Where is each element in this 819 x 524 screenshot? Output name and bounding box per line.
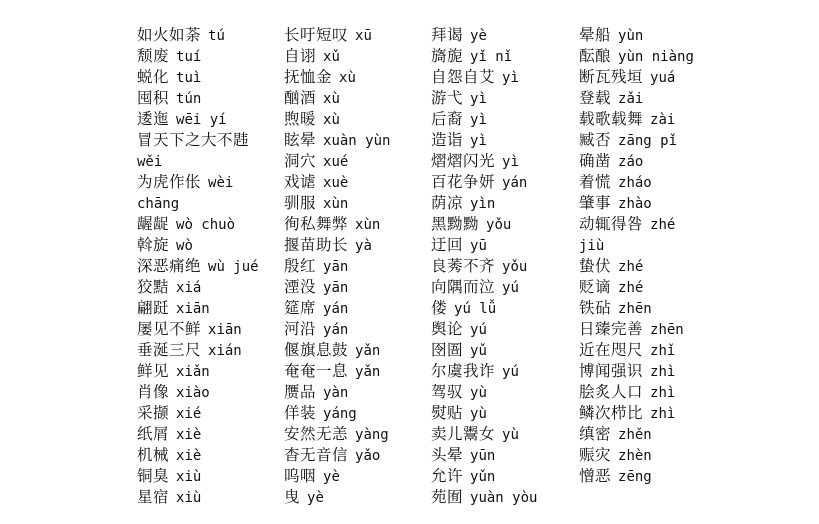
vocab-entry: [137, 130, 259, 151]
vocab-pinyin: yì: [470, 91, 487, 107]
vocab-pinyin: yù: [502, 427, 519, 443]
word-column-3: [431, 25, 537, 508]
vocab-entry: [137, 46, 259, 67]
vocab-entry: [431, 382, 537, 403]
vocab-word: 酝酿: [579, 47, 612, 65]
vocab-pinyin: zhào: [618, 196, 652, 212]
vocab-pinyin: yè: [307, 490, 324, 506]
vocab-entry: [579, 403, 694, 424]
vocab-entry: [579, 193, 694, 214]
vocab-word: 筵席: [284, 299, 317, 317]
vocab-word: 机械: [137, 446, 170, 464]
vocab-word: 星宿: [137, 488, 170, 506]
vocab-pinyin: xián: [208, 343, 242, 359]
vocab-entry: [579, 319, 694, 340]
vocab-entry: [137, 403, 259, 424]
vocab-pinyin: xuàn yùn: [323, 133, 391, 149]
vocab-entry: [431, 172, 537, 193]
vocab-word: 近在咫尺: [579, 341, 644, 359]
vocab-pinyin: yǔn: [470, 469, 496, 485]
vocab-entry: [579, 88, 694, 109]
vocab-pinyin: yú: [502, 364, 519, 380]
vocab-pinyin: yūn: [470, 448, 496, 464]
vocab-pinyin: yàn: [323, 385, 349, 401]
vocab-entry: [579, 298, 694, 319]
vocab-pinyin: yè: [323, 469, 340, 485]
vocab-word: 为虎作伥: [137, 173, 202, 191]
vocab-word: 深恶痛绝: [137, 257, 202, 275]
vocab-word: 抚恤金: [284, 68, 333, 86]
vocab-entry: [284, 298, 390, 319]
vocab-word: 黑黝黝: [431, 215, 480, 233]
vocab-entry: [579, 214, 694, 235]
vocab-entry: [137, 151, 259, 172]
vocab-word: 长吁短叹: [284, 26, 349, 44]
vocab-pinyin: yú lǚ: [454, 301, 497, 317]
vocab-entry: [137, 172, 259, 193]
vocab-entry: [579, 277, 694, 298]
vocab-pinyin: yǎn: [355, 343, 381, 359]
vocab-word: 良莠不齐: [431, 257, 496, 275]
vocab-entry: [431, 319, 537, 340]
vocab-word: 冒天下之大不韪: [137, 131, 250, 149]
vocab-word: 垂涎三尺: [137, 341, 202, 359]
vocab-entry: [284, 109, 390, 130]
vocab-entry: [137, 67, 259, 88]
vocab-word: 奄奄一息: [284, 362, 349, 380]
vocab-pinyin: yú: [502, 280, 519, 296]
vocab-pinyin: zhěn: [618, 427, 652, 443]
vocab-word: 徇私舞弊: [284, 215, 349, 233]
vocab-word: 拜谒: [431, 26, 464, 44]
vocab-word: 尔虞我诈: [431, 362, 496, 380]
vocab-word: 头晕: [431, 446, 464, 464]
vocab-word: 鳞次栉比: [579, 404, 644, 422]
vocab-pinyin: xū: [355, 28, 372, 44]
vocab-pinyin: zhé: [650, 217, 676, 233]
vocab-entry: [284, 487, 390, 508]
vocab-entry: [579, 67, 694, 88]
vocab-word: 着慌: [579, 173, 612, 191]
vocab-entry: [431, 235, 537, 256]
vocab-entry: [431, 361, 537, 382]
vocab-entry: [579, 340, 694, 361]
word-column-2: [284, 25, 390, 508]
vocab-word: 河沿: [284, 320, 317, 338]
vocab-word: 缜密: [579, 425, 612, 443]
vocab-word: 洞穴: [284, 152, 317, 170]
vocab-pinyin: yǒu: [486, 217, 512, 233]
vocab-entry: [284, 130, 390, 151]
vocab-pinyin: xǔ: [323, 49, 340, 65]
vocab-pinyin: yáng: [323, 406, 357, 422]
vocab-pinyin: zhì: [650, 406, 676, 422]
vocab-word: 驯服: [284, 194, 317, 212]
vocab-entry: [137, 361, 259, 382]
vocab-word: 驾驭: [431, 383, 464, 401]
vocab-word: 佯装: [284, 404, 317, 422]
vocab-word: 酗酒: [284, 89, 317, 107]
vocab-entry: [431, 424, 537, 445]
vocab-pinyin: zhèn: [618, 448, 652, 464]
vocab-pinyin: xiǎn: [176, 364, 210, 380]
vocab-word: 蜕化: [137, 68, 170, 86]
vocab-word: 贬谪: [579, 278, 612, 296]
vocab-entry: [579, 151, 694, 172]
vocab-pinyin: yū: [470, 238, 487, 254]
vocab-entry: [579, 25, 694, 46]
vocab-entry: [579, 109, 694, 130]
vocab-entry: [431, 298, 537, 319]
vocab-pinyin: yán: [323, 301, 349, 317]
vocab-word: 殷红: [284, 257, 317, 275]
vocab-word: 安然无恙: [284, 425, 349, 443]
vocab-pinyin: yì: [470, 133, 487, 149]
vocab-entry: [137, 25, 259, 46]
vocab-word: 憎恶: [579, 467, 612, 485]
vocab-pinyin: yì: [502, 154, 519, 170]
vocab-entry: [284, 340, 390, 361]
vocab-word: 湮没: [284, 278, 317, 296]
vocab-pinyin: xiù: [176, 469, 202, 485]
vocab-entry: [137, 214, 259, 235]
vocab-pinyin: yán: [323, 322, 349, 338]
vocab-word: 卖儿鬻女: [431, 425, 496, 443]
vocab-pinyin: yè: [470, 28, 487, 44]
vocab-entry: [284, 88, 390, 109]
vocab-word: 赝品: [284, 383, 317, 401]
vocab-entry: [284, 445, 390, 466]
vocab-pinyin: zhǐ: [650, 343, 676, 359]
vocab-pinyin: yùn niàng: [618, 49, 694, 65]
vocab-entry: [137, 445, 259, 466]
vocab-word: 动辄得咎: [579, 215, 644, 233]
vocab-entry: [431, 130, 537, 151]
vocab-entry: [579, 445, 694, 466]
vocab-word: 晕船: [579, 26, 612, 44]
vocab-entry: [284, 361, 390, 382]
vocab-word: 囹圄: [431, 341, 464, 359]
vocab-pinyin: yān: [323, 280, 349, 296]
vocab-word: 登载: [579, 89, 612, 107]
vocab-pinyin: xù: [339, 70, 356, 86]
vocab-word: 揠苗助长: [284, 236, 349, 254]
vocab-word: 载歌载舞: [579, 110, 644, 128]
vocab-word: 采撷: [137, 404, 170, 422]
vocab-entry: [579, 361, 694, 382]
vocab-pinyin: xùn: [323, 196, 349, 212]
vocab-pinyin: xiá: [176, 280, 202, 296]
vocab-word: 脍炙人口: [579, 383, 644, 401]
vocab-word: 游弋: [431, 89, 464, 107]
vocab-entry: [137, 88, 259, 109]
vocab-pinyin: yuàn yòu: [470, 490, 538, 506]
vocab-word: 囤积: [137, 89, 170, 107]
vocab-word: 允许: [431, 467, 464, 485]
vocab-pinyin: yuá: [650, 70, 676, 86]
vocab-entry: [431, 487, 537, 508]
vocab-pinyin: yǔ: [470, 343, 487, 359]
vocab-entry: [137, 298, 259, 319]
vocab-word: 迂回: [431, 236, 464, 254]
vocab-entry: [431, 214, 537, 235]
vocab-pinyin: xiào: [176, 385, 210, 401]
vocab-word: 鲜见: [137, 362, 170, 380]
vocab-entry: [284, 235, 390, 256]
vocab-entry: [137, 256, 259, 277]
vocab-pinyin: zháo: [618, 175, 652, 191]
vocab-entry: [579, 382, 694, 403]
vocab-entry: [284, 319, 390, 340]
vocab-pinyin: wēi yí: [176, 112, 227, 128]
vocab-word: 断瓦残垣: [579, 68, 644, 86]
vocab-pinyin: xiù: [176, 490, 202, 506]
vocab-entry: [431, 109, 537, 130]
vocab-entry: [284, 46, 390, 67]
vocab-word: 赈灾: [579, 446, 612, 464]
vocab-entry: [579, 235, 694, 256]
vocab-word: 臧否: [579, 131, 612, 149]
vocab-word: 如火如荼: [137, 26, 202, 44]
vocab-word: 斡旋: [137, 236, 170, 254]
vocab-entry: [431, 403, 537, 424]
vocab-pinyin: zǎi: [618, 91, 644, 107]
vocab-entry: [431, 67, 537, 88]
vocab-word: 呜咽: [284, 467, 317, 485]
vocab-word: 屡见不鲜: [137, 320, 202, 338]
vocab-entry: [431, 193, 537, 214]
vocab-pinyin: tuí: [176, 49, 202, 65]
vocab-entry: [137, 319, 259, 340]
vocab-entry: [284, 466, 390, 487]
vocab-entry: [579, 466, 694, 487]
vocab-word: 确凿: [579, 152, 612, 170]
vocab-word: 偃旗息鼓: [284, 341, 349, 359]
vocab-entry: [284, 172, 390, 193]
vocab-entry: [137, 193, 259, 214]
vocab-entry: [431, 340, 537, 361]
vocab-entry: [137, 382, 259, 403]
vocab-entry: [284, 256, 390, 277]
vocab-entry: [431, 466, 537, 487]
word-column-1: [137, 25, 259, 508]
vocab-entry: [431, 256, 537, 277]
vocab-word: 苑囿: [431, 488, 464, 506]
vocab-pinyin: xiān: [208, 322, 242, 338]
vocab-word: 煦暖: [284, 110, 317, 128]
vocab-entry: [579, 424, 694, 445]
word-column-4: [579, 25, 694, 487]
vocab-entry: [579, 130, 694, 151]
vocab-entry: [579, 46, 694, 67]
vocab-pinyin: xù: [323, 91, 340, 107]
vocab-word: 造诣: [431, 131, 464, 149]
vocab-word: 百花争妍: [431, 173, 496, 191]
vocab-pinyin: yà: [355, 238, 372, 254]
vocab-pinyin: yì: [502, 70, 519, 86]
vocab-pinyin: zhì: [650, 364, 676, 380]
vocab-pinyin: yàng: [355, 427, 389, 443]
vocab-entry: [137, 466, 259, 487]
vocab-pinyin: zhé: [618, 259, 644, 275]
vocab-entry: [284, 382, 390, 403]
vocab-word: 熨贴: [431, 404, 464, 422]
vocab-word: 蛰伏: [579, 257, 612, 275]
vocab-entry: [284, 214, 390, 235]
vocab-word: 曳: [284, 488, 301, 506]
vocab-entry: [284, 25, 390, 46]
vocab-pinyin: zēng: [618, 469, 652, 485]
vocab-pinyin: wèi: [208, 175, 234, 191]
vocab-entry: [137, 109, 259, 130]
vocab-word: 旖旎: [431, 47, 464, 65]
vocab-word: 肖像: [137, 383, 170, 401]
vocab-word: 后裔: [431, 110, 464, 128]
vocab-entry: [137, 340, 259, 361]
vocab-pinyin: zài: [650, 112, 676, 128]
vocab-entry: [431, 445, 537, 466]
vocab-pinyin: zhì: [650, 385, 676, 401]
vocab-word: 自怨自艾: [431, 68, 496, 86]
vocab-pinyin: yǒu: [502, 259, 528, 275]
vocab-entry: [284, 67, 390, 88]
vocab-entry: [137, 235, 259, 256]
vocab-pinyin: zhēn: [618, 301, 652, 317]
vocab-pinyin: yì: [470, 112, 487, 128]
vocab-pinyin: yán: [502, 175, 528, 191]
vocab-pinyin: yú: [470, 322, 487, 338]
vocab-entry: [579, 172, 694, 193]
vocab-pinyin: wù jué: [208, 259, 259, 275]
vocab-entry: [431, 151, 537, 172]
vocab-entry: [431, 88, 537, 109]
vocab-pinyin: yìn: [470, 196, 496, 212]
vocab-pinyin: yǐ nǐ: [470, 49, 513, 65]
vocab-entry: [137, 424, 259, 445]
vocab-word: 狡黠: [137, 278, 170, 296]
vocab-word: 眩晕: [284, 131, 317, 149]
vocab-pinyin: yǎn: [355, 364, 381, 380]
vocab-entry: [284, 403, 390, 424]
vocab-pinyin: záo: [618, 154, 644, 170]
vocab-pinyin: xué: [323, 154, 349, 170]
vocab-word: 翩跹: [137, 299, 170, 317]
vocab-pinyin: tuì: [176, 70, 202, 86]
vocab-pinyin: zhēn: [650, 322, 684, 338]
vocab-pinyin: yù: [470, 406, 487, 422]
vocab-pinyin: yǎo: [355, 448, 381, 464]
vocab-pinyin: wěi: [137, 154, 163, 170]
vocab-entry: [431, 277, 537, 298]
vocab-entry: [579, 256, 694, 277]
vocab-pinyin: xiè: [176, 448, 202, 464]
vocab-pinyin: chāng: [137, 196, 180, 212]
vocab-word: 熠熠闪光: [431, 152, 496, 170]
vocab-pinyin: yùn: [618, 28, 644, 44]
vocab-pinyin: xù: [323, 112, 340, 128]
vocab-word: 逶迤: [137, 110, 170, 128]
vocab-pinyin: xiān: [176, 301, 210, 317]
vocab-word: 铁砧: [579, 299, 612, 317]
vocab-entry: [284, 151, 390, 172]
vocab-word: 铜臭: [137, 467, 170, 485]
vocab-entry: [284, 193, 390, 214]
vocab-pinyin: xié: [176, 406, 202, 422]
vocab-entry: [284, 424, 390, 445]
vocab-word: 龌龊: [137, 215, 170, 233]
vocab-entry: [137, 487, 259, 508]
vocab-pinyin: xiè: [176, 427, 202, 443]
vocab-pinyin: xùn: [355, 217, 381, 233]
vocab-pinyin: tún: [176, 91, 202, 107]
vocab-pinyin: yān: [323, 259, 349, 275]
vocab-entry: [137, 277, 259, 298]
vocab-word: 纸屑: [137, 425, 170, 443]
vocab-word: 偻: [431, 299, 448, 317]
vocab-word: 博闻强识: [579, 362, 644, 380]
vocab-pinyin: jiù: [579, 238, 605, 254]
vocab-pinyin: wò: [176, 238, 193, 254]
vocab-word: 日臻完善: [579, 320, 644, 338]
vocab-pinyin: tú: [208, 28, 225, 44]
vocab-pinyin: xuè: [323, 175, 349, 191]
vocab-pinyin: zāng pǐ: [618, 133, 678, 149]
vocab-word: 肇事: [579, 194, 612, 212]
vocab-entry: [284, 277, 390, 298]
vocab-word: 戏谑: [284, 173, 317, 191]
vocab-word: 荫凉: [431, 194, 464, 212]
vocab-word: 向隅而泣: [431, 278, 496, 296]
vocab-word: 舆论: [431, 320, 464, 338]
vocab-word: 自诩: [284, 47, 317, 65]
vocab-pinyin: yù: [470, 385, 487, 401]
vocab-word: 颓废: [137, 47, 170, 65]
vocab-pinyin: zhé: [618, 280, 644, 296]
vocab-pinyin: wò chuò: [176, 217, 236, 233]
vocab-word: 杳无音信: [284, 446, 349, 464]
vocab-entry: [431, 46, 537, 67]
vocab-entry: [431, 25, 537, 46]
